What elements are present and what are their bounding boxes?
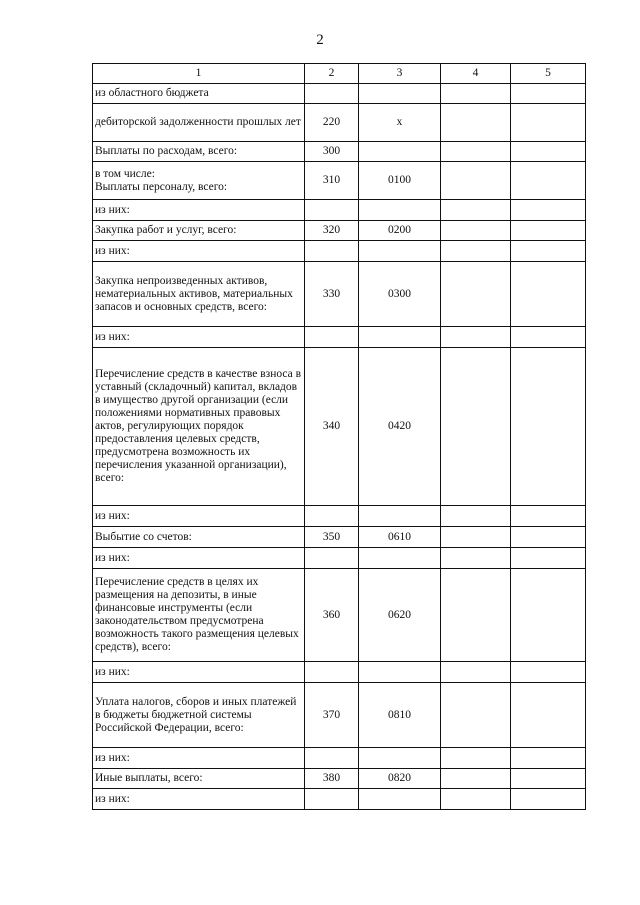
row-kosgu: x (359, 104, 441, 142)
row-col-4 (441, 84, 511, 104)
row-col-5 (511, 569, 586, 662)
table-row (93, 769, 586, 789)
row-label: дебиторской задолженности прошлых лет (93, 104, 305, 142)
row-col-5 (511, 162, 586, 200)
subtotal-row (93, 548, 586, 569)
header-col-3: 3 (359, 64, 441, 84)
row-col-5 (511, 506, 586, 527)
row-label: из областного бюджета (93, 84, 305, 104)
subtotal-row (93, 200, 586, 221)
row-kosgu: 0200 (359, 221, 441, 241)
row-kosgu (359, 789, 441, 810)
subtotal-row (93, 662, 586, 683)
row-label: из них: (93, 506, 305, 527)
row-kosgu: 0300 (359, 262, 441, 327)
row-code (305, 748, 359, 769)
row-col-4 (441, 221, 511, 241)
subtotal-row (93, 748, 586, 769)
row-kosgu: 0100 (359, 162, 441, 200)
row-col-4 (441, 748, 511, 769)
row-col-5 (511, 241, 586, 262)
row-kosgu (359, 662, 441, 683)
row-label: Закупка работ и услуг, всего: (93, 221, 305, 241)
row-col-4 (441, 162, 511, 200)
row-kosgu (359, 142, 441, 162)
row-col-4 (441, 769, 511, 789)
row-code (305, 548, 359, 569)
row-kosgu: 0810 (359, 683, 441, 748)
row-code (305, 84, 359, 104)
row-col-4 (441, 527, 511, 548)
row-label: в том числе: Выплаты персоналу, всего: (93, 162, 305, 200)
subtotal-row (93, 506, 586, 527)
row-code: 340 (305, 348, 359, 506)
row-label: Перечисление средств в целях их размещения на депозиты, в иные финансовые инструменты (если законодательством предусмотрена возможность такого размещения целевых средств), всего: (93, 569, 305, 662)
row-col-4 (441, 683, 511, 748)
row-col-4 (441, 327, 511, 348)
row-label: из них: (93, 200, 305, 221)
row-kosgu (359, 200, 441, 221)
row-kosgu (359, 548, 441, 569)
table-row (93, 527, 586, 548)
row-code (305, 789, 359, 810)
header-row (93, 64, 586, 84)
row-label: Закупка непроизведенных активов, нематериальных активов, материальных запасов и основных средств, всего: (93, 262, 305, 327)
row-col-5 (511, 662, 586, 683)
row-col-5 (511, 789, 586, 810)
table-row (93, 569, 586, 662)
subtotal-row (93, 789, 586, 810)
row-kosgu (359, 506, 441, 527)
row-label: из них: (93, 241, 305, 262)
row-kosgu (359, 748, 441, 769)
row-code (305, 200, 359, 221)
row-col-4 (441, 104, 511, 142)
row-kosgu: 0610 (359, 527, 441, 548)
row-col-4 (441, 142, 511, 162)
row-col-5 (511, 748, 586, 769)
row-col-4 (441, 348, 511, 506)
row-code: 330 (305, 262, 359, 327)
row-col-5 (511, 84, 586, 104)
table-row (93, 262, 586, 327)
row-kosgu: 0820 (359, 769, 441, 789)
report-table (92, 63, 586, 810)
row-code: 220 (305, 104, 359, 142)
table-row (93, 142, 586, 162)
row-label: Выбытие со счетов: (93, 527, 305, 548)
header-col-1: 1 (93, 64, 305, 84)
table-row (93, 162, 586, 200)
row-col-5 (511, 142, 586, 162)
subtotal-row (93, 327, 586, 348)
row-kosgu (359, 84, 441, 104)
subtotal-row (93, 241, 586, 262)
header-col-4: 4 (441, 64, 511, 84)
row-col-4 (441, 241, 511, 262)
row-label: из них: (93, 748, 305, 769)
row-kosgu: 0420 (359, 348, 441, 506)
row-col-5 (511, 683, 586, 748)
row-code (305, 506, 359, 527)
row-code (305, 241, 359, 262)
row-label: Перечисление средств в качестве взноса в уставный (складочный) капитал, вкладов в имущество другой организации (если положениями нормативных правовых актов, регулирующих порядок предоставления целевых средств, предусмотрена возможность их перечисления указанной организации), всего: (93, 348, 305, 506)
table-row (93, 348, 586, 506)
row-col-5 (511, 221, 586, 241)
table-row (93, 683, 586, 748)
row-code: 380 (305, 769, 359, 789)
row-col-4 (441, 262, 511, 327)
row-col-4 (441, 506, 511, 527)
row-code: 350 (305, 527, 359, 548)
table-row (93, 221, 586, 241)
row-label: из них: (93, 327, 305, 348)
row-label: Уплата налогов, сборов и иных платежей в бюджеты бюджетной системы Российской Федерации, всего: (93, 683, 305, 748)
row-col-5 (511, 262, 586, 327)
row-code: 300 (305, 142, 359, 162)
row-code: 310 (305, 162, 359, 200)
row-code (305, 327, 359, 348)
row-col-4 (441, 789, 511, 810)
row-col-5 (511, 348, 586, 506)
row-col-5 (511, 527, 586, 548)
row-col-4 (441, 548, 511, 569)
row-code: 320 (305, 221, 359, 241)
row-col-5 (511, 200, 586, 221)
row-code (305, 662, 359, 683)
table-row (93, 104, 586, 142)
row-label: из них: (93, 789, 305, 810)
row-kosgu: 0620 (359, 569, 441, 662)
row-code: 370 (305, 683, 359, 748)
row-col-5 (511, 548, 586, 569)
table-row (93, 84, 586, 104)
row-label: из них: (93, 662, 305, 683)
row-kosgu (359, 327, 441, 348)
header-col-2: 2 (305, 64, 359, 84)
header-col-5: 5 (511, 64, 586, 84)
row-label: Иные выплаты, всего: (93, 769, 305, 789)
row-col-5 (511, 104, 586, 142)
row-col-4 (441, 569, 511, 662)
row-col-4 (441, 662, 511, 683)
row-label: Выплаты по расходам, всего: (93, 142, 305, 162)
row-col-4 (441, 200, 511, 221)
row-code: 360 (305, 569, 359, 662)
row-col-5 (511, 769, 586, 789)
row-col-5 (511, 327, 586, 348)
row-label: из них: (93, 548, 305, 569)
row-kosgu (359, 241, 441, 262)
page-number: 2 (316, 32, 324, 48)
